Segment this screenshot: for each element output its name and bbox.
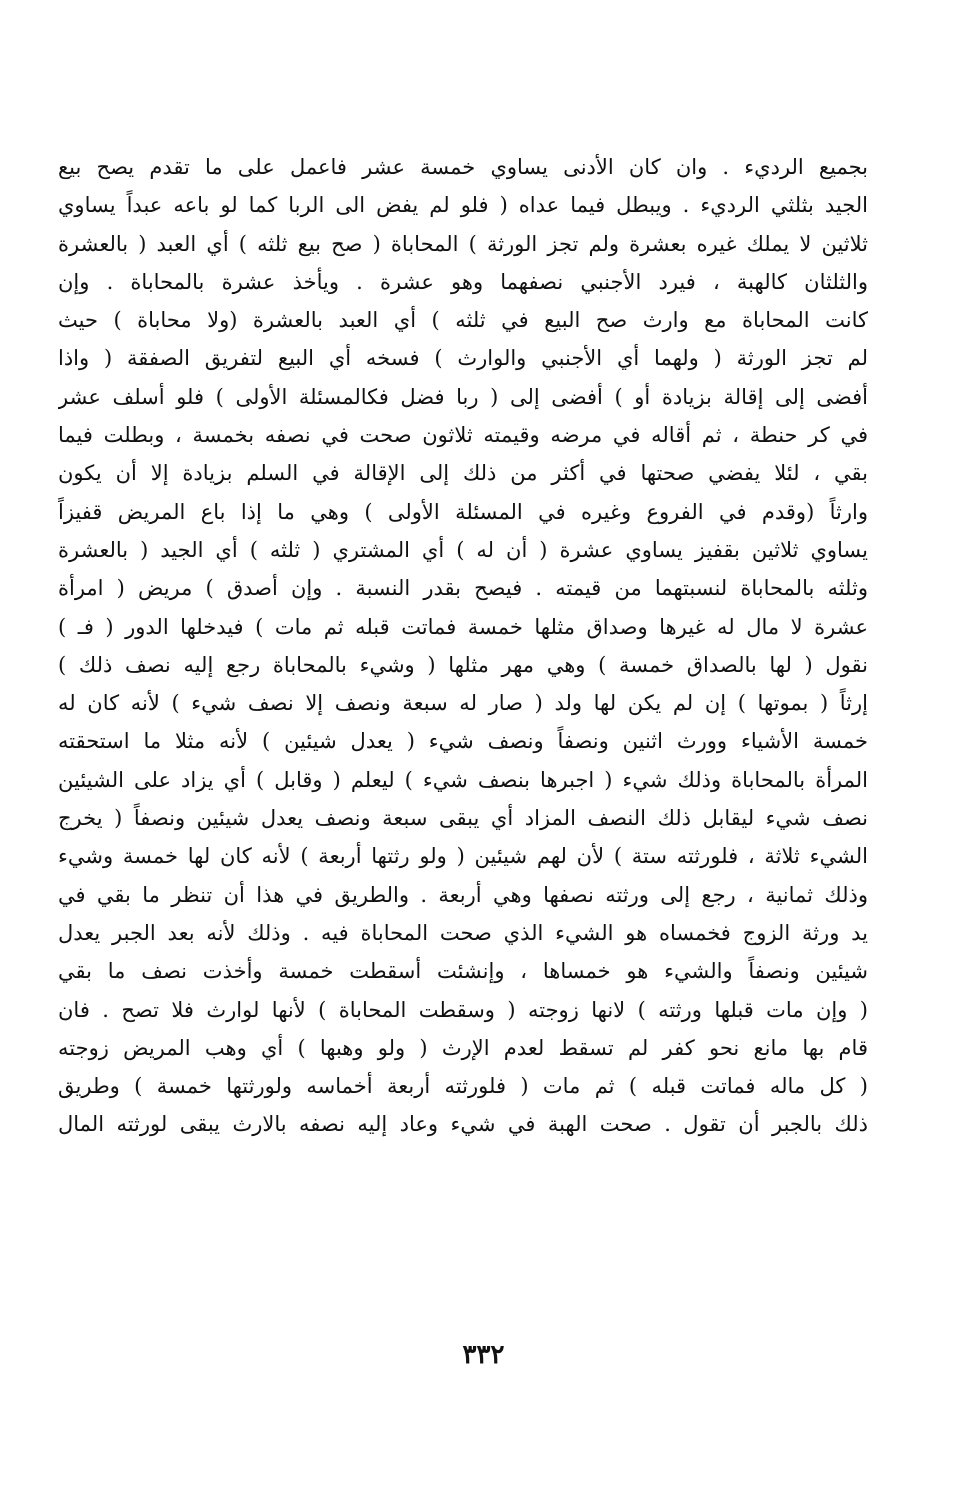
text-line: ثلاثين لا يملك غيره بعشرة ولم تجز الورثة ) المحاباة ( صح بيع ثلثه ) أي العبد ( بالعشرة [58,231,868,256]
text-line: لم تجز الورثة ( ولهما أي الأجنبي والوارث ) فسخه أي البيع لتفريق الصفقة ( واذا [58,346,868,371]
text-line: في كر حنطة ، ثم أقاله في مرضه وقيمته ثلاثون صحت في نصفه بخمسة ، وبطلت فيما [58,423,868,448]
text-line: نصف شيء ليقابل ذلك النصف المزاد أي يبقى سبعة ونصف يعدل شيئين ونصفاً ( يخرج [58,806,868,831]
text-line: الشيء ثلاثة ، فلورثته ستة ) لأن لهم شيئين ( ولو رثتها أربعة ) لأنه كان لها خمسة وشيء [58,844,868,869]
text-line: الجيد بثلثي الرديء . ويبطل فيما عداه ( فلو لم يفض الى الربا كما لو باعه عبداً يساوي [58,193,868,218]
text-line: قام بها مانع نحو كفر لم تسقط لعدم الإرث ( ولو وهبها ) أي وهب المريض زوجته [58,1035,868,1060]
text-line: وارثاً (وقدم في الفروع وغيره في المسئلة الأولى ) وهي ما إذا باع المريض قفيزاً [58,499,868,524]
text-line: يساوي ثلاثين بقفيز يساوي عشرة ( أن له ) أي المشتري ( ثلثه ) أي الجيد ( بالعشرة [58,537,868,562]
text-line: ( وإن مات قبلها ورثته ) لانها زوجته ( وسقطت المحاباة ) لأنها لوارث فلا تصح . فان [58,997,868,1022]
text-line: ( كل ماله فماتت قبله ) ثم مات ( فلورثته أربعة أخماسه ولورثتها خمسة ) وطريق [58,1074,868,1099]
text-line: شيئين ونصفاً والشيء هو خمساها ، وإنشئت أسقطت خمسة وأخذت نصف ما بقي [58,959,868,984]
body-text [58,148,868,1144]
text-line: ذلك بالجبر أن تقول . صحت الهبة في شيء وعاد إليه نصفه بالارث يبقى لورثته المال [58,1112,868,1137]
text-line: كانت المحاباة مع وارث صح البيع في ثلثه ) أي العبد بالعشرة (ولا محاباة ) حيث [58,308,868,333]
page-number: ٣٣٢ [462,1340,505,1370]
text-line: وثلثه بالمحاباة لنسبتهما من قيمته . فيصح بقدر النسبة . وإن أصدق ) مريض ( امرأة [58,576,868,601]
text-line: والثلثان كالهبة ، فيرد الأجنبي نصفهما وهو عشرة . ويأخذ عشرة بالمحاباة . وإن [58,269,868,294]
text-line: أفضى إلى إقالة بزيادة أو ) أفضى إلى ( ربا فضل فكالمسئلة الأولى ) فلو أسلف عشر [58,384,868,409]
text-line: خمسة الأشياء وورث اثنين ونصفاً ونصف شيء ( يعدل شيئين ) لأنه مثلا ما استحقته [58,729,868,754]
text-line: يد ورثة الزوج فخمساه هو الشيء الذي صحت المحاباة فيه . وذلك لأنه بعد الجبر يعدل [58,920,868,945]
text-line: بقي ، لئلا يفضي صحتها في أكثر من ذلك إلى الإقالة في السلم بزيادة إلا أن يكون [58,461,868,486]
text-line: وذلك ثمانية ، رجع إلى ورثته نصفها وهي أربعة . والطريق في هذا أن تنظر ما بقي في [58,882,868,907]
text-line: نقول ( لها بالصداق خمسة ) وهي مهر مثلها ( وشيء بالمحاباة رجع إليه نصف ذلك ) [58,652,868,677]
text-line: عشرة لا مال له غيرها وصداق مثلها خمسة فماتت قبله ثم مات ) فيدخلها الدور ( فـ ) [58,614,868,639]
text-line: إرثاً ( بموتها ) إن لم يكن لها ولد ( صار له سبعة ونصف إلا نصف شيء ) لأنه كان له [58,691,868,716]
text-line: بجميع الرديء . وان كان الأدنى يساوي خمسة عشر فاعمل على ما تقدم يصح بيع [58,155,868,179]
text-line: المرأة بالمحاباة وذلك شيء ( اجبرها بنصف شيء ) ليعلم ( وقابل ) أي يزاد على الشيئين [58,767,868,792]
